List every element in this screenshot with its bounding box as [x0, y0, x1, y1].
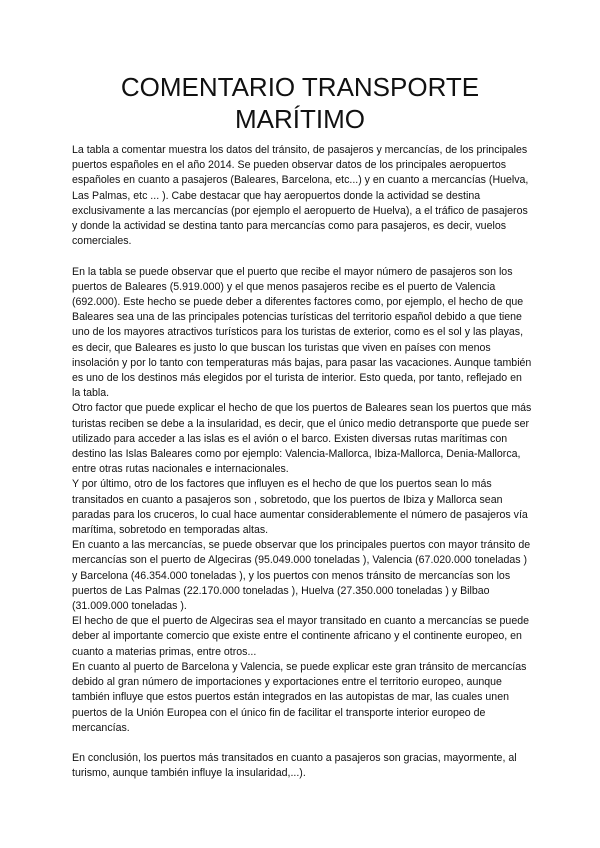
paragraph-conclusion: En conclusión, los puertos más transitados en cuanto a pasajeros son gracias, mayormente, al turismo, aunque también influye la insularidad,...). [72, 752, 517, 780]
paragraph-spacer [72, 736, 532, 751]
paragraph-cruises: Y por último, otro de los factores que influyen es el hecho de que los puertos sean lo más transitados en cuanto a pasajeros son , sobretodo, que los puertos de Ibiza y Mallorca sean paradas para los cruceros, lo cual hace aumentar considerablemente el número de pasajeros vía marítima, sobretodo en temporadas altas. [72, 478, 528, 537]
paragraph-insularity: Otro factor que puede explicar el hecho de que los puertos de Baleares sean los puertos que más turistas reciben se debe a la insularidad, es decir, que el único medio detransporte que puede ser utilizado para acceder a las islas es el avión o el barco. Existen diversas rutas marítimas con destino las Islas Baleares como por ejemplo: Valencia-Mallorca, Ibiza-Mallorca, Denia-Mallorca, entre otras rutas nacionales e internacionales. [72, 402, 532, 476]
document-body [72, 143, 532, 782]
paragraph-passengers: En la tabla se puede observar que el puerto que recibe el mayor número de pasajeros son los puertos de Baleares (5.919.000) y el que menos pasajeros recibe es el puerto de Valencia (692.000). Este hecho se puede deber a diferentes factores como, por ejemplo, el hecho de que Baleares sea una de las principales potencias turísticas del territorio español debido a que tiene uno de los mayores atractivos turísticos para los turistas de exterior, como es el sol y las playas, es decir, que Baleares es justo lo que buscan los turistas que viven en países con menos insolación y por lo tanto con temperaturas más bajas, para pasar las vacaciones. Aunque también es uno de los destinos más elegidos por el turista de interior. Esto queda, por tanto, reflejado en la tabla. [72, 265, 532, 400]
paragraph-algeciras: El hecho de que el puerto de Algeciras sea el mayor transitado en cuanto a mercancías se puede deber al importante comercio que existe entre el continente africano y el continente europeo, en cuanto a materias primas, entre otros... [72, 615, 529, 658]
paragraph-spacer [72, 249, 532, 264]
paragraph-goods: En cuanto a las mercancías, se puede observar que los principales puertos con mayor tránsito de mercancías son el puerto de Algeciras (95.049.000 toneladas ), Valencia (67.020.000 toneladas ) y Barcelona (46.354.000 toneladas ), y los puertos con menos tránsito de mercancías son los puertos de Las Palmas (22.170.000 toneladas ), Huelva (27.350.000 toneladas ) y Bilbao (31.009.000 toneladas ). [72, 539, 531, 613]
title-line-2: MARÍTIMO [235, 104, 365, 134]
title-line-1: COMENTARIO TRANSPORTE [120, 72, 480, 102]
paragraph-barcelona-valencia: En cuanto al puerto de Barcelona y Valencia, se puede explicar este gran tránsito de mercancías debido al gran número de importaciones y exportaciones entre el territorio europeo, aunque también influye que estos puertos están integrados en las autopistas de mar, las cuales unen puertos de la Unión Europea con el único fin de facilitar el transporte interior europeo de mercancías. [72, 660, 527, 734]
paragraph-intro: La tabla a comentar muestra los datos del tránsito, de pasajeros y mercancías, de los principales puertos españoles en el año 2014. Se pueden observar datos de los principales aeropuertos españoles en cuanto a pasajeros (Baleares, Barcelona, etc...) y en cuanto a mercancías (Huelva, Las Palmas, etc ... ). Cabe destacar que hay aeropuertos donde la actividad se destina exclusivamente a las mercancías (por ejemplo el aeropuerto de Huelva), a el tráfico de pasajeros y donde la actividad se destina tanto para mercancías como para pasajeros, es decir, vuelos comerciales. [72, 144, 529, 248]
document-title [60, 71, 540, 135]
